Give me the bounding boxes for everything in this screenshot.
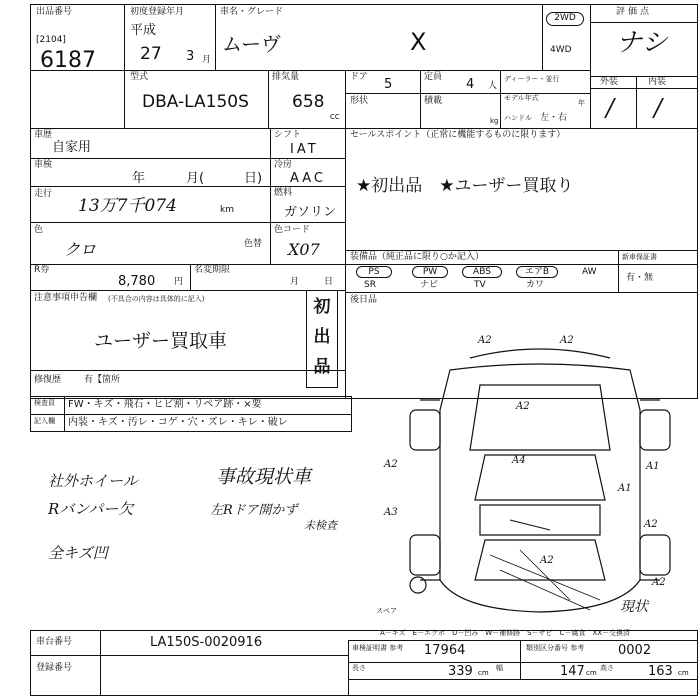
roof-shape: [480, 505, 600, 535]
handle-value: 左・右: [540, 113, 568, 123]
inspector-label-1: 検査員: [34, 399, 55, 407]
car-name: ムーヴ: [222, 32, 281, 56]
score-value: ナシ: [616, 28, 668, 58]
interior-value: /: [654, 94, 663, 122]
equip-aw: AW: [582, 267, 597, 277]
capacity-value: 4: [466, 77, 475, 92]
notes-label: 注意事項申告欄: [34, 293, 98, 303]
mark-4: A4: [512, 455, 526, 466]
mark-current: 現状: [620, 599, 648, 615]
history-label: 車歴: [34, 130, 53, 140]
mark-5: A2: [384, 459, 398, 470]
door-value: 5: [384, 77, 393, 92]
drive-2wd: 2WD: [546, 12, 584, 26]
ac-value: AAC: [290, 171, 326, 186]
inspection-label: 車検: [34, 160, 53, 170]
repair-label: 修復歴: [34, 375, 62, 385]
displacement-value: 658: [292, 92, 325, 112]
lot-number: 6187: [40, 48, 96, 73]
mark-8: A3: [384, 507, 398, 518]
handle-label: ハンドル: [504, 114, 532, 122]
lot-label: 出品番号: [36, 7, 73, 17]
fuel-value: ガソリン: [284, 205, 337, 220]
model-year-label: モデル年式: [504, 94, 539, 102]
lot-code: [2104]: [36, 35, 66, 45]
equip-navi: ナビ: [420, 280, 439, 290]
category-label: 類別区分番号 参考: [526, 644, 585, 652]
color-code-value: X07: [288, 240, 320, 259]
stamp-char-1: 初: [313, 297, 331, 317]
capacity-label: 定員: [424, 72, 443, 82]
height-value: 163: [648, 664, 673, 679]
equip-leather: カワ: [526, 280, 545, 290]
color-change-label: 色替: [244, 239, 263, 249]
damage-legend: A－キズ E－エクボ U－凹み W－補修跡 S－サビ C－腐食 XX－交換済: [380, 629, 631, 637]
rear-left-wheel: [410, 535, 440, 575]
equipment-label: 装備品（純正品に限り○か記入）: [350, 252, 484, 262]
ac-label: 冷房: [274, 160, 293, 170]
equip-pw: PW: [412, 266, 448, 278]
load-label: 積載: [424, 96, 443, 106]
door-label: ドア: [350, 72, 368, 82]
reg-month: 3: [186, 49, 195, 64]
mileage-label: 走行: [34, 189, 53, 199]
selling-label: セールスポイント（正常に機能するものに限ります）: [350, 130, 566, 140]
stamp-char-3: 品: [313, 357, 331, 377]
mark-9: A1: [618, 483, 632, 494]
fuel-label: 燃料: [274, 188, 293, 198]
mileage-value: 13万7千074: [78, 196, 177, 216]
recycle-label: R券: [34, 265, 50, 275]
selling-text: ★初出品 ★ユーザー買取り: [356, 176, 574, 196]
mark-3: A2: [516, 401, 530, 412]
front-left-wheel: [410, 410, 440, 450]
front-bumper-shape: [470, 349, 610, 358]
mark-2: A2: [560, 335, 574, 346]
repair-value: 有【箇所: [84, 375, 121, 385]
hw-note-1: 社外ホイール: [48, 472, 138, 490]
reg-number-label: 登録番号: [36, 663, 73, 673]
exterior-value: /: [606, 94, 615, 122]
model-value: DBA-LA150S: [142, 92, 249, 112]
hw-door-note: 左Rドア開かず: [210, 503, 298, 518]
warranty-value: 有・無: [626, 273, 654, 283]
equip-tv: TV: [474, 280, 486, 290]
warranty-label: 新車保証書: [622, 253, 657, 261]
stamp-char-2: 出: [313, 327, 331, 347]
recycle-value: 8,780: [118, 274, 156, 289]
shift-label: シフト: [274, 130, 302, 140]
equip-ps: PS: [356, 266, 392, 278]
drive-4wd: 4WD: [550, 45, 572, 55]
spare-label: スペア: [376, 607, 397, 615]
car-body-outline: [440, 364, 640, 612]
hw-uninspected: 未検査: [304, 519, 337, 532]
equip-sr: SR: [364, 280, 376, 290]
notes-text: ユーザー買取車: [94, 330, 228, 352]
dealer-label: ディーラー・並行: [504, 75, 560, 83]
width-value: 147: [560, 664, 585, 679]
inspector-exterior-line: FW・キズ・飛石・ヒビ割・リペア跡・×要: [68, 399, 262, 410]
later-items-label: 後日品: [350, 295, 378, 305]
color-code-label: 色コード: [274, 225, 311, 235]
cert-label: 車検証明書 参考: [352, 644, 404, 652]
displacement-label: 排気量: [272, 72, 300, 82]
mark-7: A2: [644, 519, 658, 530]
hw-note-3: 全キズ凹: [48, 544, 108, 562]
first-reg-label: 初度登録年月: [130, 7, 185, 17]
color-value: クロ: [64, 240, 97, 259]
spare-tire-shape: [410, 577, 426, 593]
reg-year: 27: [140, 44, 162, 64]
car-grade: X: [410, 28, 427, 56]
hw-accident: 事故現状車: [216, 466, 312, 488]
score-label: 評価点: [616, 7, 653, 17]
notes-sub-label: (不具合の内容は具体的に記入): [108, 295, 205, 303]
length-label: 長さ: [352, 664, 366, 672]
mark-1: A2: [478, 335, 492, 346]
exterior-label: 外装: [600, 77, 619, 87]
color-label: 色: [34, 225, 44, 235]
car-damage-diagram: [400, 330, 680, 620]
name-grade-label: 車名・グレード: [220, 7, 284, 17]
hood-shape: [470, 385, 610, 450]
category-value: 0002: [618, 643, 652, 658]
shift-value: IAT: [290, 142, 319, 157]
history-value: 自家用: [52, 140, 92, 155]
mark-11: A2: [652, 577, 666, 588]
shape-label: 形状: [350, 96, 369, 106]
title-limit-label: 名変期限: [194, 265, 231, 275]
mark-10: A2: [540, 555, 554, 566]
windshield-shape: [475, 455, 605, 500]
equip-airbag: エアB: [516, 266, 558, 278]
width-label: 幅: [496, 664, 503, 672]
hw-note-2: Rバンパー欠: [48, 500, 134, 518]
auction-sheet: 出品番号 [2104] 6187 初度登録年月 平成 27 3 月 車名・グレード ムーヴ X 2WD 4WD 評価点 ナシ 外装 内装 / / 型式 DBA-LA150S 排気量 658 CC ドア 5 定員 4 人 ディーラー・並行 形状 積載 kg モデル年式 年 ハンドル 左・右 車歴 自家用 シフト IAT 車検 年 月( 日) 冷房 AAC 走行 13万7千074 km 燃料 ガソリン 色 クロ 色替 色コード X07 R券 8,780 円 名変期限 月 日 セールスポイント（正常に機能するものに限ります） ★初出品 ★ユーザー買取り 装備品（純正品に限り○か記入） 新車保証書 PS PW ABS エアB AW SR ナビ TV カワ 有・無 注意事項申告欄 (不具合の内容は具体的に記入) ユーザー買取車 初 出 品 修復歴 有【箇所 検査員 記入欄 FW・キズ・飛石・ヒビ割・リペア跡・×要 内装・キズ・汚レ・コゲ・穴・ズレ・キレ・破レ 社外ホイール Rバンパー欠 全キズ凹 事故現状車 左Rドア開かず 未検査 後日品 A2 A2 A2 A4 A2 A1 A2 A3 A1 A2 A2 現状 スペア A－キズ E－エクボ U－凹み W－補修跡 S－サビ C－腐食 XX－交換済 車台番号 LA150S-0020916 登録番号 車検証明書 参考 17964 類別区分番号 参考 0002 長さ 339 cm 幅 147 cm 高さ 163 cm: [0, 0, 700, 700]
rear-right-wheel: [640, 535, 670, 575]
inspector-interior-line: 内装・キズ・汚レ・コゲ・穴・ズレ・キレ・破レ: [68, 417, 288, 428]
cert-value: 17964: [424, 643, 466, 658]
inspector-label-2: 記入欄: [34, 417, 55, 425]
front-right-wheel: [640, 410, 670, 450]
era: 平成: [130, 23, 157, 38]
chassis-value: LA150S-0020916: [150, 635, 263, 650]
model-label: 型式: [130, 72, 149, 82]
chassis-label: 車台番号: [36, 637, 73, 647]
mark-6: A1: [646, 461, 660, 472]
height-label: 高さ: [600, 664, 614, 672]
length-value: 339: [448, 664, 473, 679]
equip-abs: ABS: [462, 266, 502, 278]
interior-label: 内装: [648, 77, 667, 87]
